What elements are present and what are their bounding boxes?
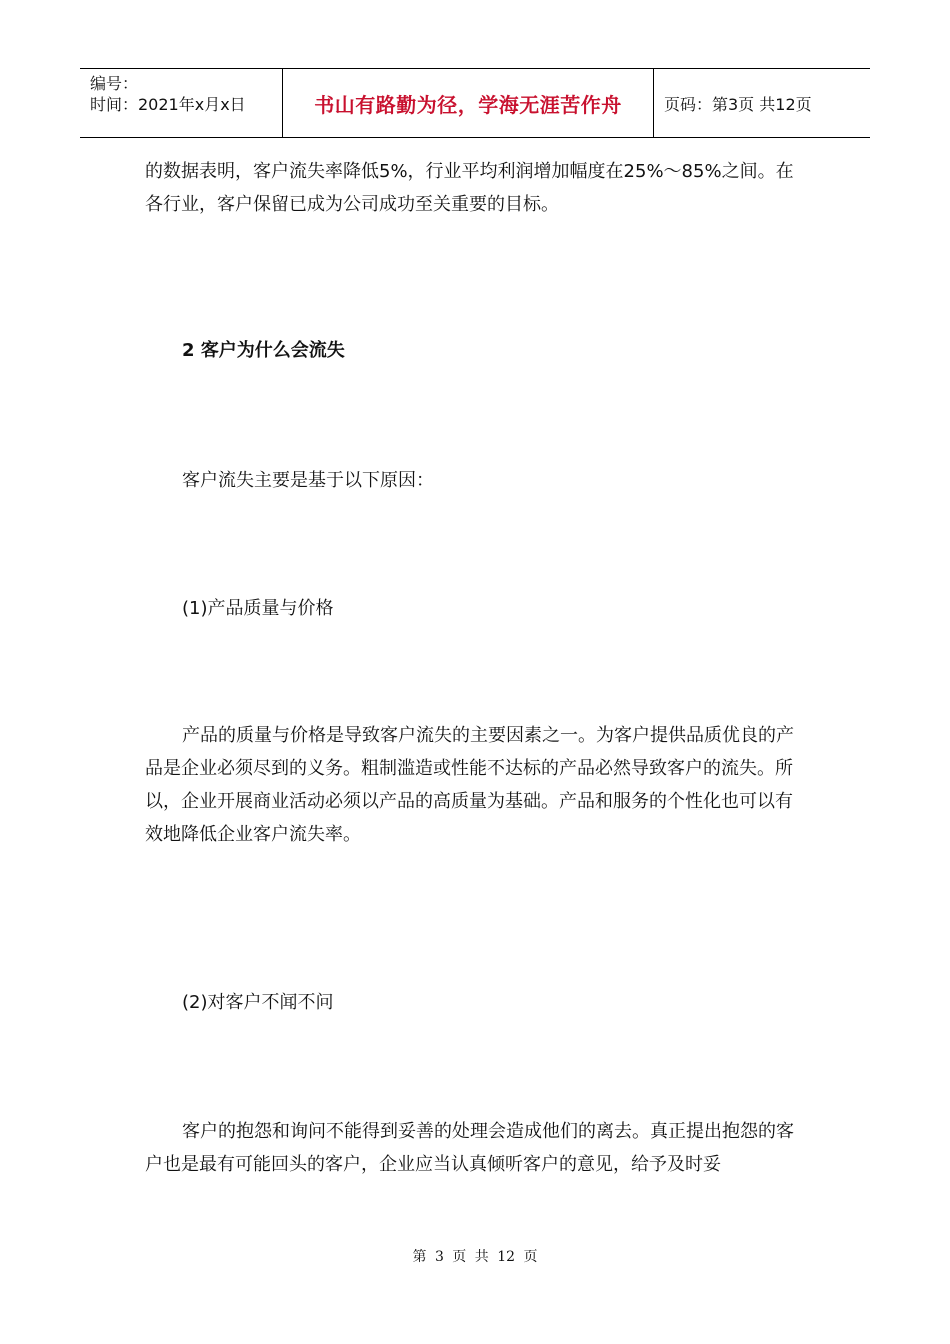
page-info-text: 页码：第3页 共12页 [664,94,812,114]
serial-label: 编号： [90,74,139,93]
header-meta [80,69,282,137]
intro-text: 客户流失主要是基于以下原因： [182,470,434,491]
subsection-2-title: (2)对客户不闻不问 [182,992,334,1013]
subsection-2-paragraph: 客户的抱怨和询问不能得到妥善的处理会造成他们的离去。真正提出抱怨的客户也是最有可能回头的客户，企业应当认真倾听客户的意见，给予及时妥 [145,1121,794,1175]
paragraph-continuation: 的数据表明，客户流失率降低5%，行业平均利润增加幅度在25%～85%之间。在各行业，客户保留已成为公司成功至关重要的目标。 [145,161,794,215]
section-heading: 2 客户为什么会流失 [182,340,345,361]
subsection-1-paragraph: 产品的质量与价格是导致客户流失的主要因素之一。为客户提供品质优良的产品是企业必须尽到的义务。粗制滥造或性能不达标的产品必然导致客户的流失。所以，企业开展商业活动必须以产品的高质量为基础。产品和服务的个性化也可以有效地降低企业客户流失率。 [145,725,794,845]
header-motto-cell [282,69,654,137]
date-line: 时间：2021年x月x日 [90,95,246,114]
header-page-info [654,69,870,137]
page-footer: 第 3 页 共 12 页 [412,1249,538,1265]
motto-text: 书山有路勤为径，学海无涯苦作舟 [314,92,622,117]
page-header [80,68,870,138]
subsection-1-title: (1)产品质量与价格 [182,598,334,619]
